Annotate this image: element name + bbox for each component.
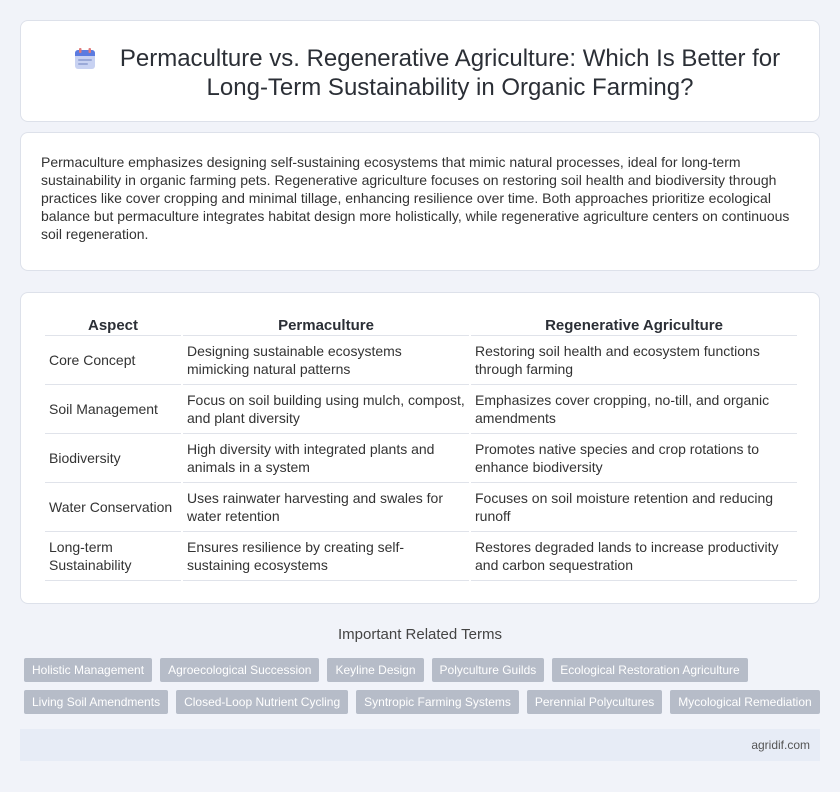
footer (20, 729, 820, 761)
header-permaculture: Permaculture (183, 315, 469, 336)
table-row (45, 336, 797, 385)
related-term-tag[interactable]: Keyline Design (327, 658, 423, 682)
summary-text: Permaculture emphasizes designing self-sustaining ecosystems that mimic natural processes, ideal for long-term sustainability in organic farming pets. Regenerative agriculture focuses on restoring soil health and biodiversity through practices like cover cropping and minimal tillage, enhancing resilience over time. Both approaches prioritize ecological balance but permaculture integrates habitat design more holistically, while regenerative agriculture centers on continuous soil regeneration. (41, 154, 790, 242)
calendar-icon (73, 47, 97, 71)
header-aspect: Aspect (45, 315, 181, 336)
related-terms-row (24, 690, 824, 714)
row-permaculture: Focus on soil building using mulch, compost, and plant diversity (183, 385, 469, 434)
related-term-tag[interactable]: Perennial Polycultures (527, 690, 662, 714)
row-regenerative: Restoring soil health and ecosystem functions through farming (471, 336, 797, 385)
summary-card (20, 132, 820, 271)
row-aspect: Biodiversity (45, 434, 181, 483)
related-term-tag[interactable]: Mycological Remediation (670, 690, 819, 714)
row-regenerative: Focuses on soil moisture retention and reducing runoff (471, 483, 797, 532)
row-regenerative: Restores degraded lands to increase productivity and carbon sequestration (471, 532, 797, 581)
related-term-tag[interactable]: Agroecological Succession (160, 658, 319, 682)
header-card (20, 20, 820, 122)
table-header-row (45, 315, 797, 336)
table-row (45, 483, 797, 532)
page-title: Permaculture vs. Regenerative Agriculture: Which Is Better for Long-Term Sustainability in Organic Farming? (119, 45, 781, 101)
comparison-table (43, 315, 799, 581)
row-permaculture: Ensures resilience by creating self-sustaining ecosystems (183, 532, 469, 581)
related-term-tag[interactable]: Living Soil Amendments (24, 690, 168, 714)
row-permaculture: Designing sustainable ecosystems mimicking natural patterns (183, 336, 469, 385)
related-terms-row (24, 658, 824, 682)
related-term-tag[interactable]: Syntropic Farming Systems (356, 690, 519, 714)
row-permaculture: High diversity with integrated plants and animals in a system (183, 434, 469, 483)
footer-site-link[interactable]: agridif.com (751, 738, 810, 752)
related-term-tag[interactable]: Closed-Loop Nutrient Cycling (176, 690, 348, 714)
table-row (45, 385, 797, 434)
comparison-card (20, 292, 820, 604)
related-term-tag[interactable]: Polyculture Guilds (432, 658, 545, 682)
related-term-tag[interactable]: Holistic Management (24, 658, 152, 682)
header-regenerative: Regenerative Agriculture (471, 315, 797, 336)
table-row (45, 532, 797, 581)
row-aspect: Core Concept (45, 336, 181, 385)
related-term-tag[interactable]: Ecological Restoration Agriculture (552, 658, 747, 682)
table-row (45, 434, 797, 483)
related-terms-title: Important Related Terms (338, 626, 502, 643)
row-regenerative: Emphasizes cover cropping, no-till, and organic amendments (471, 385, 797, 434)
row-aspect: Soil Management (45, 385, 181, 434)
row-aspect: Long-term Sustainability (45, 532, 181, 581)
row-regenerative: Promotes native species and crop rotations to enhance biodiversity (471, 434, 797, 483)
row-aspect: Water Conservation (45, 483, 181, 532)
row-permaculture: Uses rainwater harvesting and swales for water retention (183, 483, 469, 532)
